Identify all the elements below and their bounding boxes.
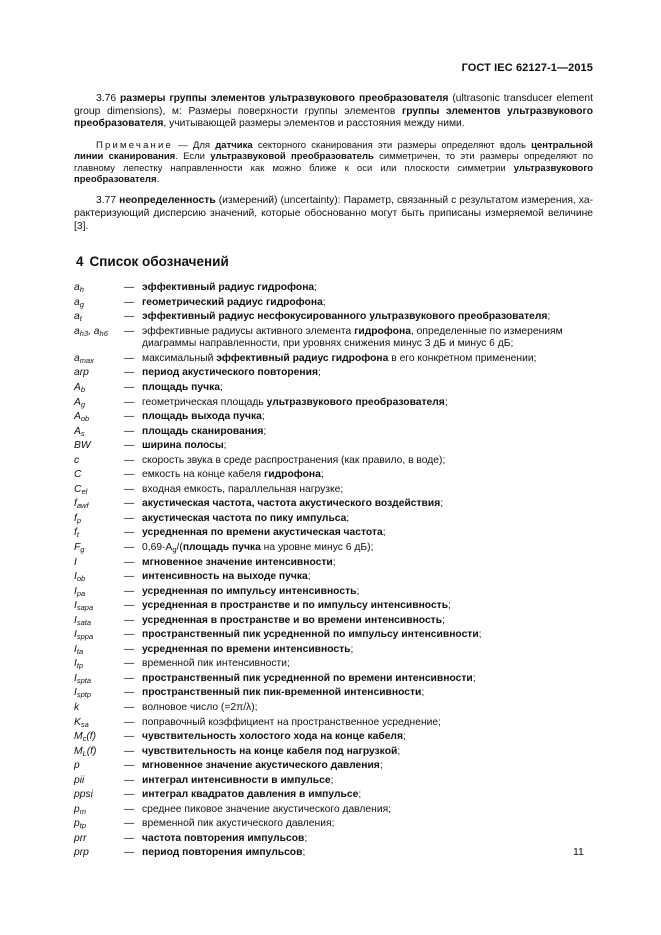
document-header: ГОСТ IEC 62127-1—2015: [461, 62, 593, 74]
def-rest: (измерений) (uncertainty): Параметр, связанный с результатом измерения, характеризующий дисперсию значений, которые обоснованно могут быть приписаны измеряемой величине [3].: [74, 195, 593, 232]
symbol-definition: период акустического повторения;: [142, 367, 321, 379]
symbol-row: [74, 615, 593, 628]
symbol: $M_L(f)$: [74, 745, 97, 758]
symbol-row: [74, 760, 593, 773]
note-bold-term: ультразвуковой преобразователь: [210, 151, 374, 163]
def-english: (ultrasonic transducer element group dimensions), м: Размеры поверхности группы элементов: [74, 93, 593, 117]
symbol: $K_{sa}$: [74, 716, 89, 729]
symbol-row: [74, 440, 593, 453]
symbol-row: [74, 586, 593, 599]
symbol-definition: площадь выхода пучка;: [142, 411, 265, 423]
symbol-definition: чувствительность холостого хода на конце кабеля;: [142, 731, 406, 743]
note-text: — Для: [173, 139, 216, 151]
symbol-row: [74, 326, 593, 351]
symbol: $a_{max}$: [74, 352, 94, 365]
symbol-row: [74, 644, 593, 657]
dash-separator: —: [124, 629, 135, 641]
dash-separator: —: [124, 774, 135, 786]
symbol-row: [74, 673, 593, 686]
symbol: $A_b$: [74, 381, 86, 394]
dash-separator: —: [124, 571, 135, 583]
symbol-row: [74, 469, 593, 482]
dash-separator: —: [124, 643, 135, 655]
symbol-row: [74, 311, 593, 324]
definition-3-77: [74, 195, 593, 233]
dash-separator: —: [124, 498, 135, 510]
dash-separator: —: [124, 731, 135, 743]
symbol-definition: площадь сканирования;: [142, 425, 267, 437]
symbol: pii: [74, 774, 85, 786]
symbol-definition: временной пик интенсивности;: [142, 658, 290, 670]
symbol-row: [74, 498, 593, 511]
symbol-definition: акустическая частота по пику импульса;: [142, 512, 350, 524]
def-tail: , учитывающей размеры элементов и расстояния между ними.: [163, 118, 465, 130]
dash-separator: —: [124, 454, 135, 466]
section-heading: [74, 254, 593, 270]
symbol-definition: интеграл интенсивности в импульсе;: [142, 774, 334, 786]
symbol-definition: акустическая частота, частота акустического воздействия;: [142, 498, 444, 510]
symbol: $a_g$: [74, 296, 84, 309]
symbol-definition: усредненная в пространстве и по импульсу интенсивность;: [142, 600, 451, 612]
dash-separator: —: [124, 585, 135, 597]
note-bold-term: датчика: [215, 139, 253, 151]
page-number: 11: [573, 846, 584, 858]
symbol-definition: площадь пучка;: [142, 381, 223, 393]
symbol: $I_{sapa}$: [74, 600, 94, 613]
symbol-row: [74, 484, 593, 497]
symbol: $I_{ta}$: [74, 643, 84, 656]
dash-separator: —: [124, 614, 135, 626]
symbol: BW: [74, 440, 91, 452]
symbol-row: [74, 746, 593, 759]
def-term: неопределенность: [119, 195, 216, 207]
symbol-definition: временной пик акустического давления;: [142, 818, 335, 830]
dash-separator: —: [124, 702, 135, 713]
note-text: секторного сканирования эти размеры определяют вдоль: [252, 139, 532, 151]
dash-separator: —: [124, 716, 135, 728]
dash-separator: —: [124, 556, 135, 568]
symbol: I: [74, 556, 77, 568]
symbol: prp: [74, 847, 89, 859]
symbol-row: [74, 687, 593, 700]
symbol: $p_{tp}$: [74, 818, 86, 831]
symbol-definition: мгновенное значение акустического давления;: [142, 760, 383, 772]
symbol-definition: пространственный пик пик-временной интенсивности;: [142, 687, 425, 699]
dash-separator: —: [124, 789, 135, 801]
symbol-row: [74, 527, 593, 540]
symbol-row: [74, 542, 593, 555]
def-bold-term: группы элементов ультразвукового преобразователя: [74, 105, 593, 130]
symbol-row: [74, 818, 593, 831]
symbol: $f_t$: [74, 527, 79, 540]
symbol: $A_g$: [74, 396, 86, 409]
symbol-row: [74, 557, 593, 570]
dash-separator: —: [124, 527, 135, 539]
section-number: 4: [76, 254, 84, 270]
symbol: $M_c(f)$: [74, 731, 97, 744]
symbol: $A_s$: [74, 425, 85, 438]
symbol-definition: $0,69\cdot A_g/(площадь$ пучка на уровне минус 6 дБ);: [142, 541, 374, 554]
note-3-76: [74, 140, 593, 186]
symbol-definition: частота повторения импульсов;: [142, 832, 308, 844]
dash-separator: —: [124, 760, 135, 772]
symbol-definition: геометрический радиус гидрофона;: [142, 296, 326, 308]
symbol: c: [74, 454, 80, 466]
symbol-row: [74, 513, 593, 526]
symbol-row: [74, 629, 593, 642]
symbol: $I_{tp}$: [74, 658, 84, 671]
symbol: ppsi: [74, 789, 93, 801]
symbol-definition: эффективные радиусы активного элемента гидрофона, определенные по измерениям диаграммы направленности, при уровнях снижения минус 3 дБ и минус 6 дБ;: [142, 325, 563, 350]
symbol: $f_p$: [74, 512, 82, 525]
symbol: $a_h$: [74, 282, 84, 295]
symbol: arp: [74, 367, 89, 379]
symbol: $I_{pa}$: [74, 585, 86, 598]
symbol: $I_{ob}$: [74, 571, 86, 584]
symbol-definition: усредненная по времени акустическая частота;: [142, 527, 386, 539]
dash-separator: —: [124, 411, 135, 423]
dash-separator: —: [124, 832, 135, 844]
symbol-row: [74, 658, 593, 671]
symbol: $C_{el}$: [74, 483, 88, 496]
symbol: C: [74, 469, 82, 481]
symbol-definition: скорость звука в среде распространения (как правило, в воде);: [142, 454, 446, 466]
dash-separator: —: [124, 745, 135, 757]
symbol-row: [74, 789, 593, 802]
symbol: p: [74, 760, 80, 772]
dash-separator: —: [124, 847, 135, 859]
section-title: Список обозначений: [89, 254, 229, 270]
symbol-row: [74, 297, 593, 310]
def-number: 3.76: [96, 93, 117, 104]
symbol-definition: геометрическая площадь ультразвукового преобразователя;: [142, 396, 448, 408]
dash-separator: —: [124, 512, 135, 524]
symbol-row: [74, 282, 593, 295]
symbol-row: [74, 833, 593, 846]
symbol: $a_{h3}$, $a_{h6}$: [74, 325, 108, 338]
definition-3-76: [74, 93, 593, 131]
dash-separator: —: [124, 381, 135, 393]
dash-separator: —: [124, 600, 135, 612]
symbol-definition: пространственный пик усредненной по импульсу интенсивности;: [142, 629, 482, 641]
note-text: . Если: [175, 151, 211, 163]
symbol-definition: усредненная по импульсу интенсивность;: [142, 585, 360, 597]
symbol: $a_t$: [74, 311, 82, 324]
symbols-list: [74, 282, 593, 860]
symbol: $I_{sptp}$: [74, 687, 92, 700]
dash-separator: —: [124, 425, 135, 437]
symbol-row: [74, 775, 593, 788]
symbol-definition: эффективный радиус несфокусированного ультразвукового преобразователя;: [142, 311, 551, 323]
symbol: $I_{sata}$: [74, 614, 92, 627]
dash-separator: —: [124, 296, 135, 308]
symbol-row: [74, 455, 593, 468]
symbol-definition: мгновенное значение интенсивности;: [142, 556, 336, 568]
dash-separator: —: [124, 803, 135, 815]
dash-separator: —: [124, 818, 135, 830]
note-bold-term: ультразвукового преобразователя: [74, 162, 593, 185]
dash-separator: —: [124, 440, 135, 452]
symbol-row: [74, 353, 593, 366]
note-bold-term: центральной линии сканирования: [74, 139, 593, 163]
symbol: $A_{ob}$: [74, 411, 90, 424]
symbol-definition: усредненная по времени интенсивность;: [142, 643, 354, 655]
symbol-row: [74, 382, 593, 395]
symbol-definition: максимальный эффективный радиус гидрофона в его конкретном применении;: [142, 352, 537, 364]
dash-separator: —: [124, 396, 135, 408]
dash-separator: —: [124, 282, 135, 294]
def-number: 3.77: [96, 195, 117, 207]
symbol-row: [74, 600, 593, 613]
note-text: симметричен, то эти размеры определяют по главному лепестку направленности как можно ближе к оси или плоскости симметрии: [74, 151, 593, 174]
symbol-row: [74, 571, 593, 584]
symbol-row: [74, 804, 593, 817]
symbol-definition: среднее пиковое значение акустического давления;: [142, 803, 392, 815]
symbol-row: [74, 411, 593, 424]
symbol-row: [74, 367, 593, 380]
symbol: $I_{sppa}$: [74, 629, 94, 642]
symbol-definition: входная емкость, параллельная нагрузке;: [142, 483, 344, 495]
dash-separator: —: [124, 352, 135, 364]
page-content: [74, 93, 593, 862]
symbol-definition: интеграл квадратов давления в импульсе;: [142, 789, 362, 801]
symbol-definition: интенсивность на выходе пучка;: [142, 571, 311, 583]
symbol-definition: чувствительность на конце кабеля под нагрузкой;: [142, 745, 401, 757]
symbol-row: [74, 717, 593, 730]
symbol: $F_g$: [74, 541, 85, 554]
dash-separator: —: [124, 325, 135, 337]
symbol-definition: усредненная в пространстве и во времени интенсивность;: [142, 614, 445, 626]
symbol-row: [74, 702, 593, 715]
symbol: $p_m$: [74, 803, 86, 816]
def-term: размеры группы элементов ультразвукового преобразователя: [119, 93, 449, 104]
symbol: $I_{spta}$: [74, 672, 92, 685]
dash-separator: —: [124, 367, 135, 379]
dash-separator: —: [124, 541, 135, 553]
dash-separator: —: [124, 469, 135, 481]
symbol-definition: пространственный пик усредненной по времени интенсивности;: [142, 672, 476, 684]
note-label: Примечание: [96, 139, 173, 151]
symbol-definition: емкость на конце кабеля гидрофона;: [142, 469, 324, 481]
dash-separator: —: [124, 687, 135, 699]
dash-separator: —: [124, 658, 135, 670]
symbol-row: [74, 397, 593, 410]
symbol-definition: эффективный радиус гидрофона;: [142, 282, 318, 294]
dash-separator: —: [124, 672, 135, 684]
symbol-definition: период повторения импульсов;: [142, 847, 306, 859]
symbol: prr: [74, 832, 87, 844]
dash-separator: —: [124, 483, 135, 495]
symbol: k: [74, 702, 80, 713]
symbol-row: [74, 731, 593, 744]
note-text: .: [156, 174, 160, 185]
symbol-row: [74, 847, 593, 860]
dash-separator: —: [124, 311, 135, 323]
symbol-definition: поправочный коэффициент на пространственное усреднение;: [142, 716, 441, 728]
symbol-row: [74, 426, 593, 439]
symbol: $f_{awf}$: [74, 498, 89, 511]
symbol-definition: ширина полосы;: [142, 440, 227, 452]
symbol-definition: волновое число (=2π/λ);: [142, 702, 258, 713]
